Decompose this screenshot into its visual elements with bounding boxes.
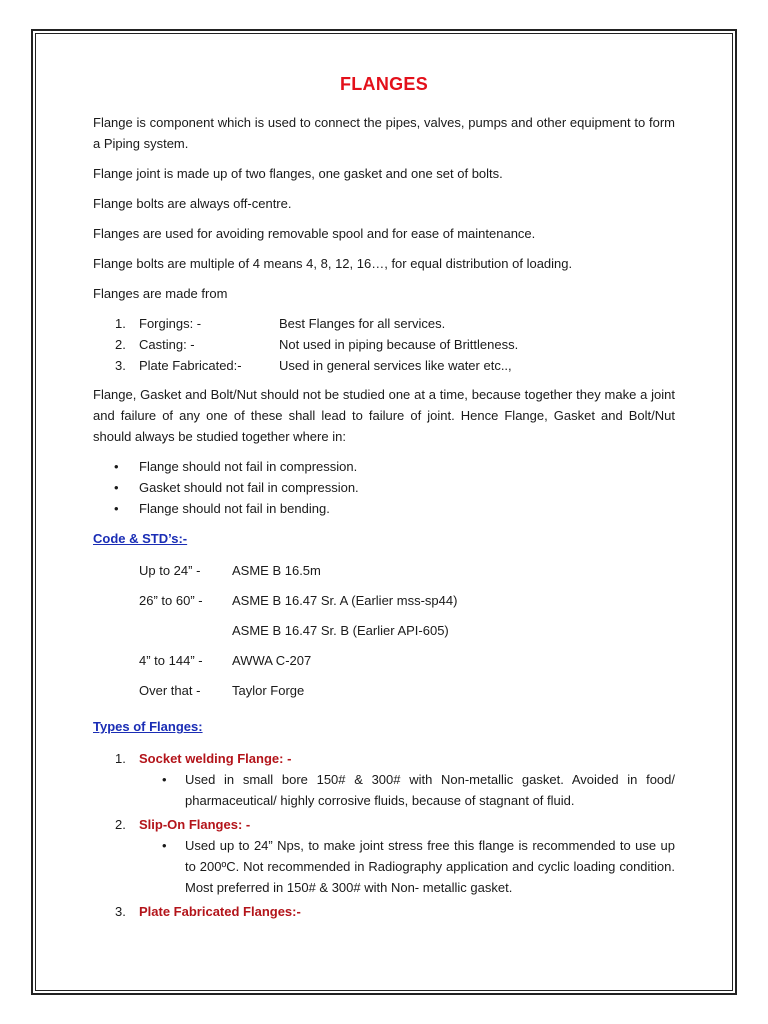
bullet-text: Flange should not fail in compression. [139,459,358,474]
flange-types-list [93,748,675,922]
list-term: Plate Fabricated:- [139,358,242,373]
code-row [93,560,675,590]
list-desc: Used in general services like water etc.., [279,358,512,373]
code-size: 4” to 144” - [139,653,203,668]
flange-type-title: Slip-On Flanges: - [139,817,251,832]
paragraph-study-together: Flange, Gasket and Bolt/Nut should not be studied one at a time, because together they make a joint and failure of any one of these shall lead to failure of joint. Hence Flange, Gasket and Bolt/Nut should always be studied together where in: [93,387,675,444]
paragraph-made-from: Flanges are made from [93,286,228,301]
section-heading-codes: Code & STD’s:- [93,531,188,546]
list-item [93,498,675,519]
list-item [93,901,675,922]
list-item [139,769,675,811]
document-body [93,70,675,925]
list-item [93,477,675,498]
list-item [93,748,675,811]
list-item [93,355,675,376]
list-number: 3. [115,358,126,373]
code-row [93,590,675,620]
list-number: 2. [115,817,126,832]
list-item [93,334,675,355]
list-number: 1. [115,316,126,331]
paragraph-usage: Flanges are used for avoiding removable spool and for ease of maintenance. [93,226,536,241]
list-desc: Best Flanges for all services. [279,316,446,331]
failure-bullet-list [93,456,675,519]
code-standard: Taylor Forge [232,683,305,698]
code-standard: ASME B 16.47 Sr. B (Earlier API-605) [232,623,449,638]
code-standard: ASME B 16.47 Sr. A (Earlier mss-sp44) [232,593,458,608]
flange-type-title: Plate Fabricated Flanges:- [139,904,301,919]
code-row [93,620,675,650]
list-desc: Not used in piping because of Brittleness. [279,337,519,352]
flange-type-title: Socket welding Flange: - [139,751,292,766]
bullet-text: Gasket should not fail in compression. [139,480,359,495]
bullet-icon: • [114,480,119,495]
code-standard: AWWA C-207 [232,653,312,668]
bullet-icon: • [162,838,167,853]
list-item [93,456,675,477]
bullet-text: Flange should not fail in bending. [139,501,330,516]
list-number: 1. [115,751,126,766]
paragraph-definition: Flange is component which is used to connect the pipes, valves, pumps and other equipment to form a Piping system. [93,115,675,151]
list-term: Forgings: - [139,316,202,331]
code-standard: ASME B 16.5m [232,563,321,578]
code-row [93,650,675,680]
paragraph-bolts-offcentre: Flange bolts are always off-centre. [93,196,292,211]
paragraph-bolt-multiples: Flange bolts are multiple of 4 means 4, 8, 12, 16…, for equal distribution of loading. [93,256,573,271]
page-title: FLANGES [339,74,429,94]
bullet-icon: • [162,772,167,787]
code-size: Up to 24” - [139,563,201,578]
list-item [93,814,675,898]
bullet-icon: • [114,459,119,474]
codes-table [93,560,675,710]
bullet-icon: • [114,501,119,516]
list-item [139,835,675,898]
flange-type-details [139,835,675,898]
list-term: Casting: - [139,337,195,352]
flange-type-details [139,769,675,811]
made-from-list [93,313,675,376]
code-size: Over that - [139,683,201,698]
list-number: 3. [115,904,126,919]
flange-type-detail: Used in small bore 150# & 300# with Non-metallic gasket. Avoided in food/ pharmaceutical/ highly corrosive fluids, because of stagnant of fluid. [185,772,675,808]
code-size: 26” to 60” - [139,593,203,608]
paragraph-joint: Flange joint is made up of two flanges, one gasket and one set of bolts. [93,166,503,181]
list-item [93,313,675,334]
section-heading-types: Types of Flanges: [93,719,203,734]
flange-type-detail: Used up to 24” Nps, to make joint stress free this flange is recommended to use up to 200ºC. Not recommended in Radiography application and cyclic loading condition. Most preferred in 150# & 300# with Non- metallic gasket. [185,838,675,895]
code-row [93,680,675,710]
list-number: 2. [115,337,126,352]
